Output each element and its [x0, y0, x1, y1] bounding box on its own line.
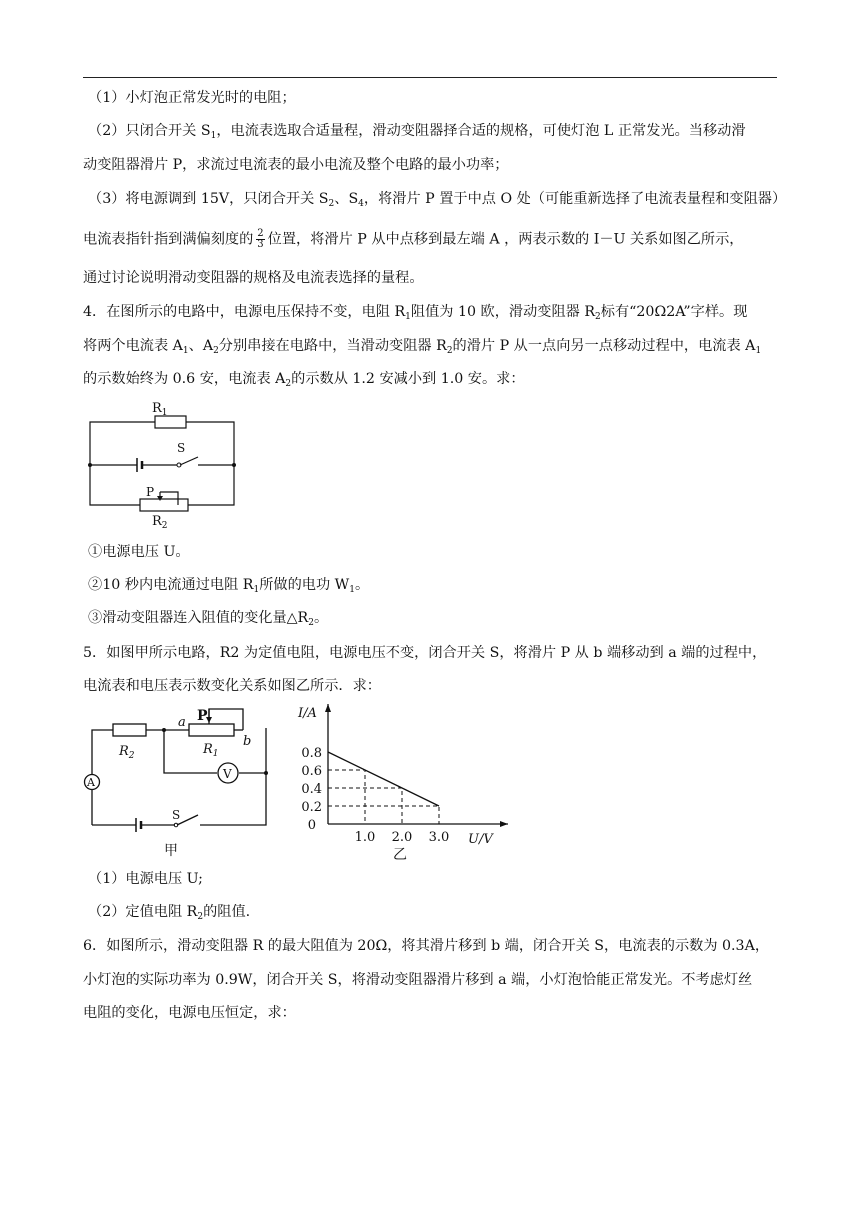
- q4-item1: ①电源电压 U。: [88, 544, 190, 560]
- q3-part3-cont: 电流表指针指到满偏刻度的 $\frac{2}{3}$ 位置，将滑片 P 从中点移到最左端 A ，两表示数的 I－U 关系如图乙所示，: [83, 228, 744, 250]
- q4-label-r1: $R_1$: [152, 401, 168, 418]
- x-tick-label: 2.0: [391, 830, 413, 845]
- fraction-two-thirds: $\frac{2}{3}$: [257, 228, 264, 250]
- q3-part2-cont: 动变阻器滑片 P，求流过电流表的最小电流及整个电路的最小功率；: [83, 157, 509, 173]
- q5-caption-jia: 甲: [164, 843, 178, 859]
- y-tick-label: 0.6: [301, 764, 322, 779]
- q6-line2: 小灯泡的实际功率为 0.9W，闭合开关 S，将滑动变阻器滑片移到 a 端，小灯泡恰能正常发光。不考虑灯丝: [83, 972, 753, 988]
- q5-graph-yi: [295, 700, 505, 862]
- q4-label-p: P: [146, 485, 155, 499]
- x-axis-arrow: [500, 821, 508, 827]
- q4-item3: ③滑动变阻器连入阻值的变化量$\triangle R_2$。: [88, 610, 329, 628]
- q4-label-s: S: [177, 441, 186, 455]
- origin-label: 0: [307, 818, 316, 833]
- series-line: [328, 752, 439, 806]
- q3-part3-end: 通过讨论说明滑动变阻器的规格及电流表选择的量程。: [83, 270, 424, 286]
- q5-line1: 5．如图甲所示电路，R2 为定值电阻，电源电压不变，闭合开关 S，将滑片 P 从 b 端移动到 a 端的过程中，: [83, 645, 767, 661]
- q5-label-p: P: [197, 708, 208, 724]
- y-axis-label: I/A: [298, 706, 317, 721]
- q5-label-r2: $R_2$: [119, 744, 135, 761]
- voltmeter-icon: V: [223, 767, 232, 781]
- y-tick-label: 0.4: [301, 782, 322, 797]
- y-tick-label: 0.8: [301, 746, 322, 761]
- ammeter-icon: A: [87, 776, 95, 789]
- q3-part1: （1）小灯泡正常发光时的电阻；: [88, 90, 296, 106]
- q5-line2: 电流表和电压表示数变化关系如图乙所示．求：: [83, 678, 381, 694]
- q5-label-s: S: [172, 808, 181, 822]
- q4-line3: 的示数始终为 0.6 安，电流表 $A_2$的示数从 1.2 安减小到 1.0 安。求：: [83, 371, 525, 389]
- q5-part2: （2）定值电阻 $R_2$的阻值.: [88, 904, 251, 922]
- q3-part2: （2）只闭合开关 $S_1$，电流表选取合适量程，滑动变阻器择合适的规格，可使灯泡 L 正常发光。当移动滑: [88, 123, 746, 141]
- x-tick-label: 3.0: [428, 830, 450, 845]
- chart-caption: 乙: [393, 847, 407, 863]
- q4-line1: 4．在图所示的电路中，电源电压保持不变，电阻 $R_1$阻值为 10 欧，滑动变阻器 $R_2$标有“20Ω2A”字样。现: [83, 304, 748, 322]
- x-tick-label: 1.0: [354, 830, 376, 845]
- q5-label-r1: $R_1$: [203, 742, 219, 759]
- dashed-guide-2: [328, 806, 439, 824]
- y-tick-label: 0.2: [301, 800, 322, 815]
- q5-label-b: b: [243, 734, 252, 749]
- q4-line2: 将两个电流表 $A_1$、$A_2$分别串接在电路中，当滑动变阻器 $R_2$的滑片 P 从一点向另一点移动过程中，电流表 $A_1$: [83, 338, 762, 356]
- q5-label-a: a: [178, 715, 186, 730]
- q4-label-r2: $R_2$: [152, 514, 168, 531]
- header-rule: [83, 77, 777, 78]
- q5-circuit-diagram-jia: [80, 700, 275, 860]
- q4-circuit-diagram: [80, 395, 240, 530]
- q6-line3: 电阻的变化，电源电压恒定，求：: [83, 1005, 296, 1021]
- q3-part3: （3）将电源调到 15V，只闭合开关 $S_2$、$S_4$，将滑片 P 置于中点 O 处（可能重新选择了电流表量程和变阻器）: [88, 191, 787, 209]
- q5-part1: （1）电源电压 U;: [88, 871, 203, 887]
- dashed-guide-0: [328, 770, 365, 824]
- q4-item2: ②10 秒内电流通过电阻 $R_1$所做的电功 $W_1$。: [88, 577, 370, 595]
- q6-line1: 6．如图所示，滑动变阻器 R 的最大阻值为 20Ω，将其滑片移到 b 端，闭合开关 S，电流表的示数为 0.3A，: [83, 938, 770, 954]
- y-axis-arrow: [325, 704, 331, 712]
- x-axis-label: U/V: [468, 832, 493, 847]
